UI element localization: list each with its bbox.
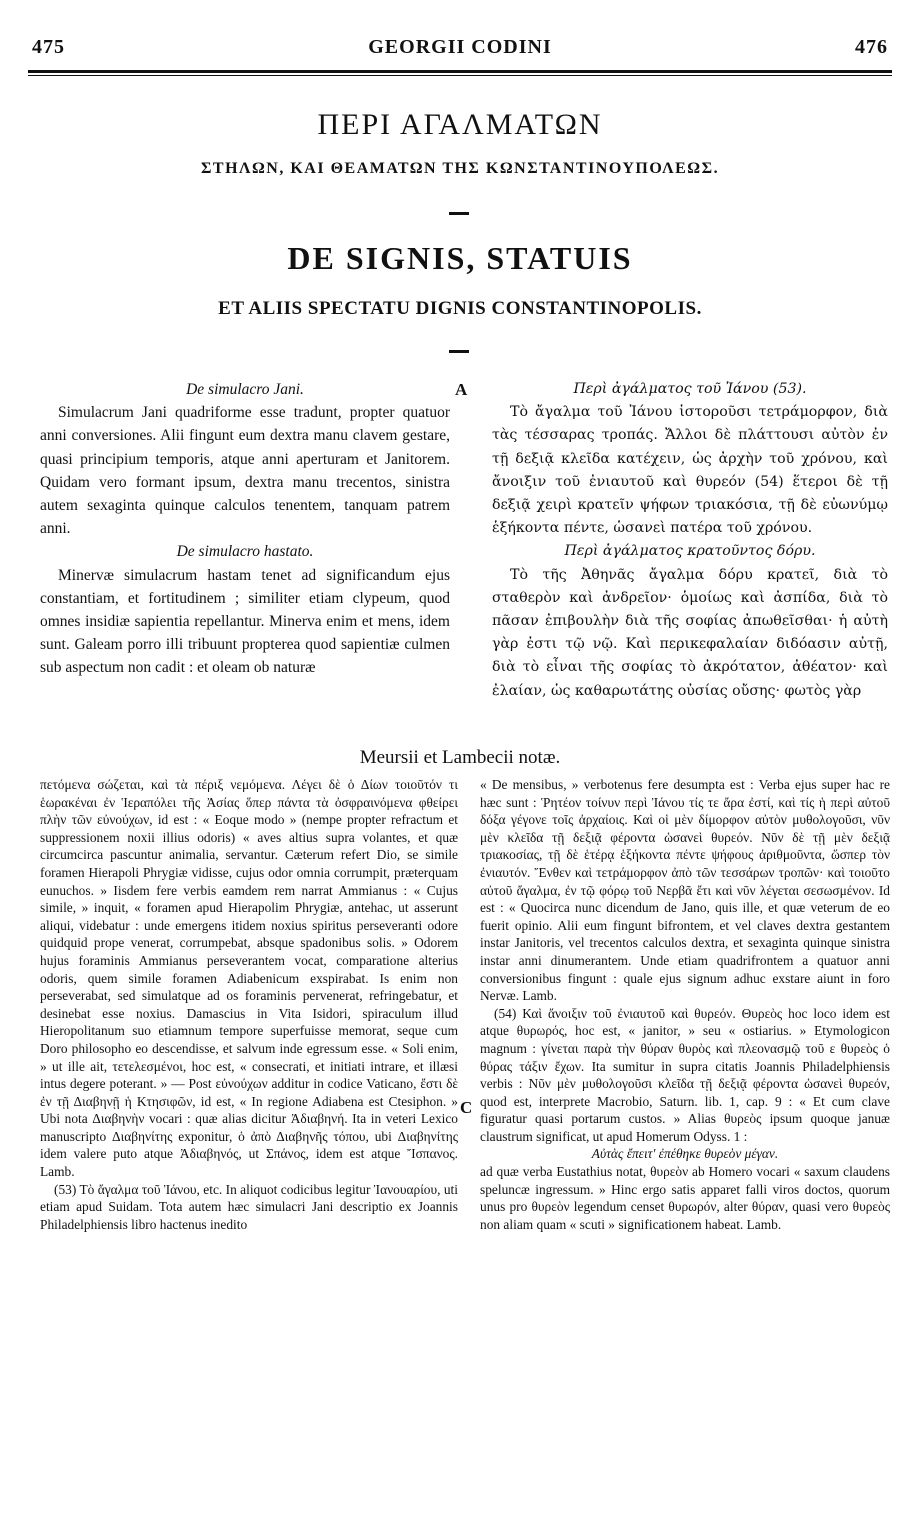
header-rule-thin — [28, 75, 892, 76]
latin-title: DE SIGNIS, STATUIS — [287, 240, 633, 276]
latin-text-column — [40, 378, 450, 680]
page-number-left: 475 — [32, 36, 65, 58]
section-heading: Περὶ ἀγάλματος κρατοῦντος δόρυ. — [564, 543, 816, 560]
header-rule — [28, 70, 892, 73]
note-paragraph: πετόμενα σώζεται, καὶ τὰ πέριξ νεμόμενα. Λέγει δὲ ὁ Δίων τοιοῦτόν τι ἑωρακέναι ἐν Ἱεραπόλει τῆς Ἀσίας ὅπερ πάντα τὰ ὀσφραινόμενα φθείρει πλὴν τῶν εὐνούχων, id est : « Eoque modo » (nempe propter refractum et suppressionem noxii illius odoris) « aves altius supra volantes, et quæ circumcirca pascuntur animalia, servantur. Cæterum refert Dio, se simile foramen Hierapoli Phrygiæ vidisse, cujus odor omnia corrumpit, præterquam eunuchos. » Iisdem fere verbis eamdem rem narrat Ammianus : « Cujus simile, » inquit, « foramen apud Hierapolim Phrygiæ, antehac, ut asserunt aliqui, videbatur : unde emergens itidem noxius spiritus perseveranti odore quidquid prope venerat, corrumpebat, absque spadonibus solis. » Odorem hujus foraminis Ammianus perseverantem vocat, comparatione alterius odoris, quem simile foramen Adiabenicum exspirabat. Is enim non perseverabat, sed simulatque ad os foraminis pervenerat, refringebatur, et desinebat esse noxius. Damascius in Vita Isidori, spiraculum illud Hieropolitanum suo etiamnum tempore superfuisse memorat, seque cum Doro philosopho eo descendisse, et salvum inde egressum esse. « Soli enim, » ut ille ait, τετελεσμένοι, hoc est, « consecrati, et initiati intrare, et illæsi intus degere poterant. » — Post εὐνούχων additur in codice Vaticano, ἔστι δὲ ἐν τῇ Διαβηνῇ ἡ Κτησιφῶν, id est, « In regione Adiabena est Ctesiphon. » Ubi nota Διαβηνὴν vocari : quæ alias dicitur Ἀδιαβηνή. Ita in veteri Lexico manuscripto Διαβηνίτης exponitur, ὁ ἀπὸ Διαβηνῆς τόπου, ubi Διαβηνίτης idem valere puto atque Ἀδιαβηνός, ut Σπάνος, idem est atque Ἴσπανος. Lamb. — [40, 777, 458, 1180]
note-paragraph: ad quæ verba Eustathius notat, θυρεὸν ab Homero vocari « saxum claudens speluncæ ingressum. » Hinc ergo satis apparet falli viros doctos, quorum unus pro θυρεὸν legendum censet θυρωρόν, alter θύραν, quasi vero θυρεὸς non aliam quam « scuti » significationem habeat. Lamb. — [480, 1164, 890, 1232]
section-heading: Περὶ ἀγάλματος τοῦ Ἰάνου (53). — [573, 381, 807, 397]
running-title: GEORGII CODINI — [368, 36, 552, 58]
note-paragraph: (54) Καὶ ἄνοιξιν τοῦ ἐνιαυτοῦ καὶ θυρεόν. Θυρεὸς hoc loco idem est atque θυρωρός, hoc est, « janitor, » seu « ostiarius. » Etymologicon magnum : γίνεται παρὰ τὴν θύραν θυρὸς καὶ πλεονασμῷ τοῦ ε θυρεὸς ὁ θύρας τάξιν ἔχων. Ita sumitur in supra citatis Joannis Philadelphiensis verbis : Νῦν μὲν μυθολογοῦσι κλεῖδα τῇ δεξιᾷ φέροντα ὡσανεὶ θυρεόν, quod est, interprete Macrobio, Saturn. lib. 1, cap. 9 : « Et cum clave figuratur quasi portarum custos. » Alias θυρεὸς ipsum quoque januæ claustrum significat, ut apud Homerum Odyss. 1 : — [480, 1005, 890, 1144]
verse-quote: Αὐτὰς ἔπειτ' ἐπέθηκε θυρεὸν μέγαν. — [591, 1146, 779, 1162]
note-paragraph: « De mensibus, » verbotenus fere desumpta est : Verba ejus super hac re hæc sunt : Ῥητέον τοίνυν περὶ Ἰάνου τίς τε ἄρα ἐστί, καὶ τίς ἡ περὶ αὐτοῦ δόξα γέγονε τοῖς ἀρχαίοις. Καὶ οἱ μὲν δίμορφον αὐτὸν μυθολογοῦσι, νῦν μὲν κλεῖδα τῇ δεξιᾷ φέροντα ὡσανεὶ θυρεόν. Νῦν δὲ τῇ μὲν δεξιᾷ τριακοσίας, τῇ δὲ ἑτέρᾳ ἑξήκοντα πέντε ψήφους ἀριθμοῦντα, ὥσπερ τὸν ἐνιαυτόν. Ἔνθεν καὶ τετράμορφον ἀπὸ τῶν τεσσάρων τροπῶν· καὶ τοιοῦτο αὐτοῦ ἄγαλμα, ἐν τῷ φόρῳ τοῦ Νερβᾶ ἔτι καὶ νῦν λέγεται σεσωσμένον. Id est : « Quocirca nunc dicendum de Jano, quis ille, et quæ veterum de eo fuerit opinio. Alii eum fingunt bifrontem, et vel claves dextra gestantem instar Janitoris, vel trecentos calculos dextra, et sexaginta quinque sinistra instar anni dinumerantem. Unde etiam quadrifrontem a quatuor anni conversionibus fingunt : quale ejus signum adhuc exstare aiunt in foro Nervæ. Lamb. — [480, 777, 890, 1004]
page-number-right: 476 — [855, 36, 888, 58]
running-head — [32, 36, 888, 62]
section-heading: De simulacro Jani. — [186, 381, 304, 398]
latin-subtitle: ET ALIIS SPECTATU DIGNIS CONSTANTINOPOLIS. — [218, 298, 702, 319]
title-dash-2 — [449, 350, 469, 353]
greek-title: ΠΕΡΙ ΑΓΑΛΜΑΤΩΝ — [317, 108, 603, 141]
greek-text-column — [492, 378, 888, 703]
notes-title: Meursii et Lambecii notæ. — [359, 747, 561, 768]
section-heading: De simulacro hastato. — [176, 543, 314, 561]
body-paragraph: Minervæ simulacrum hastam tenet ad significandum ejus constantiam, et fortitudinem ; similiter etiam clypeum, quod omnes insidiæ sapientia repellantur. Minerva enim et mens, idem sunt. Galeam porro illi tribuunt propterea quod sapientiæ culmen sub aspectum non cadit : et oleam ob naturæ — [40, 566, 450, 677]
notes-column-right — [480, 776, 890, 1233]
greek-subtitle: ΣΤΗΛΩΝ, ΚΑΙ ΘΕΑΜΑΤΩΝ ΤΗΣ ΚΩΝΣΤΑΝΤΙΝΟΥΠΟΛΕΩΣ. — [200, 160, 720, 177]
body-paragraph: Simulacrum Jani quadriforme esse tradunt, propter quatuor anni conversiones. Alii fingunt eum dextra manu clavem gestare, quasi principium temporis, atque anni aperturam et Janitorem. Quidam vero formant ipsum, dextra manu trecentos, sinistra autem sexaginta quinque calculos tenentem, tanquam patrem anni. — [40, 404, 450, 538]
notes-column-left — [40, 776, 458, 1233]
body-paragraph: Τὸ τῆς Ἀθηνᾶς ἄγαλμα δόρυ κρατεῖ, διὰ τὸ σταθερὸν καὶ ἀνδρεῖον· ὁμοίως καὶ ἀσπίδα, διὰ τὸ πᾶσαν ἐπιβουλὴν διὰ τῆς σοφίας ἀπωθεῖσθαι· ἡ αὐτὴ γὰρ ἐστι τῷ νῷ. Καὶ περικεφαλαίαν διδόασιν αὐτῇ, διὰ τὸ εἶναι τῆς σοφίας τὸ ἀκρότατον, ἀθέατον· καὶ ἐλαίαν, ὡς καθαρωτάτης οὐσίας οὔσης· φωτὸς γὰρ — [492, 566, 888, 699]
title-dash-1 — [449, 212, 469, 215]
section-marker-a: A — [455, 380, 468, 399]
section-marker-c: C — [460, 1098, 473, 1117]
body-paragraph: Τὸ ἄγαλμα τοῦ Ἰάνου ἱστοροῦσι τετράμορφον, διὰ τὰς τέσσαρας τροπάς. Ἄλλοι δὲ πλάττουσι αὐτὸν ἐν τῇ δεξιᾷ κλεῖδα κατέχειν, ὡς ἀρχὴν τοῦ χρόνου, καὶ ἄνοιξιν τοῦ ἐνιαυτοῦ καὶ θυρεόν (54) ἕτεροι δὲ τῇ δεξιᾷ χειρὶ κρατεῖν ψήφων τριακόσια, τῇ δὲ εὐωνύμῳ ἑξήκοντα πέντε, ὡσανεὶ πατέρα τοῦ χρόνου. — [492, 404, 888, 537]
note-paragraph: (53) Τὸ ἄγαλμα τοῦ Ἰάνου, etc. In aliquot codicibus legitur Ἰανουαρίου, uti etiam apud Suidam. Tota autem hæc simulacri Jani descriptio ex Joannis Philadelphiensis libro hactenus inedito — [40, 1181, 458, 1232]
